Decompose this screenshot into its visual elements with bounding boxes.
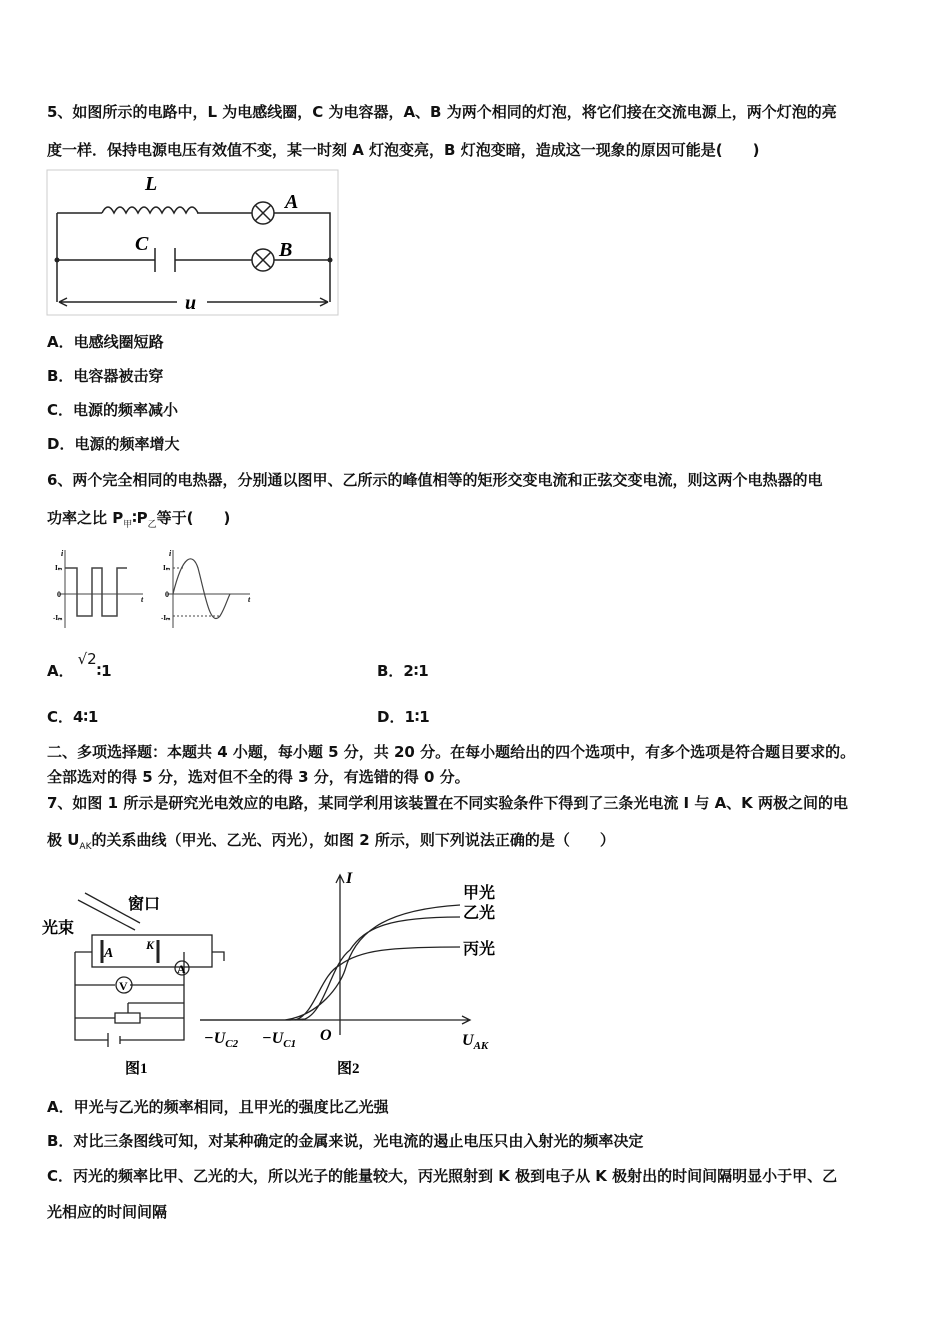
label-uc2 — [204, 1030, 239, 1050]
q7-text-a: 极 U — [47, 831, 80, 849]
label-negim-2: -Iₘ — [161, 614, 171, 622]
label-beam: 光束 — [42, 920, 75, 937]
label-cathode: K — [146, 938, 155, 952]
label-im-2: Iₘ — [163, 564, 171, 572]
label-yi: 乙光 — [463, 905, 496, 922]
label-A: A — [285, 191, 299, 213]
q5-circuit-diagram — [47, 170, 339, 316]
uc2-sub: C2 — [225, 1038, 239, 1050]
section2-line1: 二、多项选择题：本题共 4 小题，每小题 5 分，共 20 分。在每小题给出的四个选项中，有多个选项是符合题目要求的。 — [47, 743, 856, 761]
label-window: 窗口 — [128, 896, 161, 913]
label-negim-1: -Iₘ — [53, 614, 63, 622]
q5-text-line1: 5、如图所示的电路中，L 为电感线圈，C 为电容器，A、B 为两个相同的灯泡，将它们接在交流电源上，两个灯泡的亮 — [47, 103, 837, 121]
uak-sub: AK — [473, 1040, 489, 1052]
label-bing: 丙光 — [463, 941, 496, 958]
uc1-sub: C1 — [283, 1038, 297, 1050]
axis-t-2: t — [248, 595, 251, 604]
option-a-ratio: ∶1 — [96, 662, 112, 680]
label-C: C — [135, 233, 149, 255]
q6-text-b: 等于( ) — [156, 509, 231, 527]
q5-option-d: D．电源的频率增大 — [47, 435, 180, 453]
q6-colon: ∶P — [132, 509, 148, 527]
q5-option-c: C．电源的频率减小 — [47, 401, 179, 419]
axis-i-2: i — [169, 549, 172, 558]
q6-text-line2 — [47, 508, 230, 535]
label-u: u — [185, 292, 197, 314]
label-L: L — [145, 173, 158, 195]
q7-option-a: A．甲光与乙光的频率相同，且甲光的强度比乙光强 — [47, 1098, 389, 1116]
q6-option-c: C．4∶1 — [47, 708, 99, 726]
axis-t-1: t — [141, 595, 144, 604]
fig2-caption: 图2 — [337, 1061, 360, 1077]
sqrt2: √2 — [77, 650, 97, 668]
q7-text-line2 — [47, 830, 615, 857]
label-uc1 — [262, 1030, 296, 1050]
label-0-1: 0 — [57, 590, 61, 599]
q6-option-d: D．1∶1 — [377, 708, 430, 726]
q7-text-b: 的关系曲线（甲光、乙光、丙光），如图 2 所示，则下列说法正确的是（ ） — [91, 831, 615, 849]
label-jia: 甲光 — [463, 885, 496, 902]
ammeter-label: A — [177, 962, 186, 976]
label-anode: A — [104, 946, 114, 961]
q6-option-a — [47, 650, 112, 681]
q5-option-b: B．电容器被击穿 — [47, 367, 164, 385]
axis-i-1: i — [61, 549, 64, 558]
option-a-label: A． — [47, 662, 74, 680]
axis-I: I — [346, 870, 353, 887]
sub-jia: 甲 — [123, 520, 133, 530]
q6-text-a: 功率之比 P — [47, 509, 124, 527]
q7-option-c-cont: 光相应的时间间隔 — [47, 1203, 168, 1221]
q5-option-a: A．电感线圈短路 — [47, 333, 164, 351]
q5-text-line2: 度一样．保持电源电压有效值不变，某一时刻 A 灯泡变亮，B 灯泡变暗，造成这一现象的原因可能是( ) — [47, 141, 760, 159]
uc1-main: −U — [262, 1030, 284, 1047]
q7-figures — [40, 865, 510, 1080]
q7-option-c: C．丙光的频率比甲、乙光的大，所以光子的能量较大，丙光照射到 K 极到电子从 K 极射出的时间间隔明显小于甲、乙 — [47, 1167, 838, 1185]
axis-uak — [462, 1032, 489, 1052]
label-im-1: Iₘ — [55, 564, 63, 572]
label-0-2: 0 — [165, 590, 169, 599]
q7-option-b: B．对比三条图线可知，对某种确定的金属来说，光电流的遏止电压只由入射光的频率决定 — [47, 1132, 644, 1150]
uc2-main: −U — [204, 1030, 226, 1047]
voltmeter-label: V — [119, 979, 128, 993]
label-B: B — [279, 239, 293, 261]
label-origin: O — [320, 1027, 332, 1044]
q6-option-b: B．2∶1 — [377, 662, 429, 680]
sub-yi: 乙 — [147, 520, 157, 530]
section2-line2: 全部选对的得 5 分，选对但不全的得 3 分，有选错的得 0 分。 — [47, 768, 470, 786]
q7-text-line1: 7、如图 1 所示是研究光电效应的电路，某同学利用该装置在不同实验条件下得到了三条光电流 I 与 A、K 两极之间的电 — [47, 794, 849, 812]
q6-waveforms — [55, 548, 265, 630]
uak-main: U — [462, 1032, 474, 1049]
q6-text-line1: 6、两个完全相同的电热器，分别通以图甲、乙所示的峰值相等的矩形交变电流和正弦交变电流，则这两个电热器的电 — [47, 471, 823, 489]
q7-sub-ak: AK — [79, 842, 92, 852]
fig1-caption: 图1 — [125, 1061, 148, 1077]
